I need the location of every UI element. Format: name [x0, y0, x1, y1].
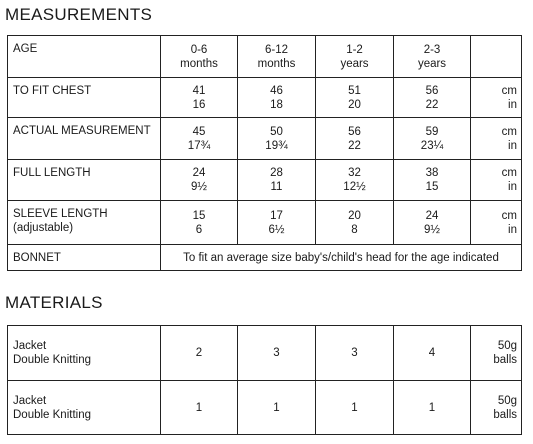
measurement-cell: 32 12½: [316, 160, 394, 201]
table-row: [8, 118, 522, 160]
measurement-cell: 38 15: [394, 160, 471, 201]
material-cell: 1: [238, 381, 316, 435]
row-label: ACTUAL MEASUREMENT: [8, 118, 161, 160]
row-label: SLEEVE LENGTH (adjustable): [8, 201, 161, 245]
material-cell: 2: [161, 326, 238, 381]
age-column-header: 6-12 months: [238, 36, 316, 78]
measurement-cell: 59 23¼: [394, 118, 471, 160]
age-header-label: AGE: [8, 36, 161, 78]
measurement-cell: 24 9½: [394, 201, 471, 245]
bonnet-note: To fit an average size baby's/child's head for the age indicated: [161, 245, 522, 271]
measurement-cell: 45 17¾: [161, 118, 238, 160]
table-row: [8, 381, 522, 435]
unit-cell: cm in: [471, 160, 522, 201]
table-row: [8, 201, 522, 245]
material-cell: 3: [238, 326, 316, 381]
measurement-cell: 50 19¾: [238, 118, 316, 160]
row-label: Jacket Double Knitting: [8, 326, 161, 381]
age-column-header: 0-6 months: [161, 36, 238, 78]
unit-cell: cm in: [471, 118, 522, 160]
table-row: [8, 36, 522, 78]
materials-heading: MATERIALS: [5, 293, 103, 312]
measurement-cell: 15 6: [161, 201, 238, 245]
age-column-header: 1-2 years: [316, 36, 394, 78]
measurement-cell: 51 20: [316, 78, 394, 118]
unit-cell: cm in: [471, 78, 522, 118]
material-cell: 4: [394, 326, 471, 381]
measurement-cell: 46 18: [238, 78, 316, 118]
row-label: FULL LENGTH: [8, 160, 161, 201]
table-row: [8, 160, 522, 201]
row-label: Jacket Double Knitting: [8, 381, 161, 435]
measurements-table: [7, 35, 522, 271]
unit-cell: 50g balls: [471, 326, 522, 381]
row-label: TO FIT CHEST: [8, 78, 161, 118]
measurement-cell: 17 6½: [238, 201, 316, 245]
material-cell: 1: [394, 381, 471, 435]
unit-cell: cm in: [471, 201, 522, 245]
measurement-cell: 56 22: [316, 118, 394, 160]
age-column-header: 2-3 years: [394, 36, 471, 78]
table-row: [8, 78, 522, 118]
measurement-cell: 41 16: [161, 78, 238, 118]
unit-column-header: [471, 36, 522, 78]
bonnet-label: BONNET: [8, 245, 161, 271]
measurement-cell: 24 9½: [161, 160, 238, 201]
measurement-cell: 28 11: [238, 160, 316, 201]
material-cell: 3: [316, 326, 394, 381]
measurement-cell: 20 8: [316, 201, 394, 245]
measurement-cell: 56 22: [394, 78, 471, 118]
materials-table: [7, 325, 522, 435]
table-row: [8, 326, 522, 381]
material-cell: 1: [161, 381, 238, 435]
material-cell: 1: [316, 381, 394, 435]
unit-cell: 50g balls: [471, 381, 522, 435]
table-row: [8, 245, 522, 271]
measurements-heading: MEASUREMENTS: [5, 5, 153, 24]
